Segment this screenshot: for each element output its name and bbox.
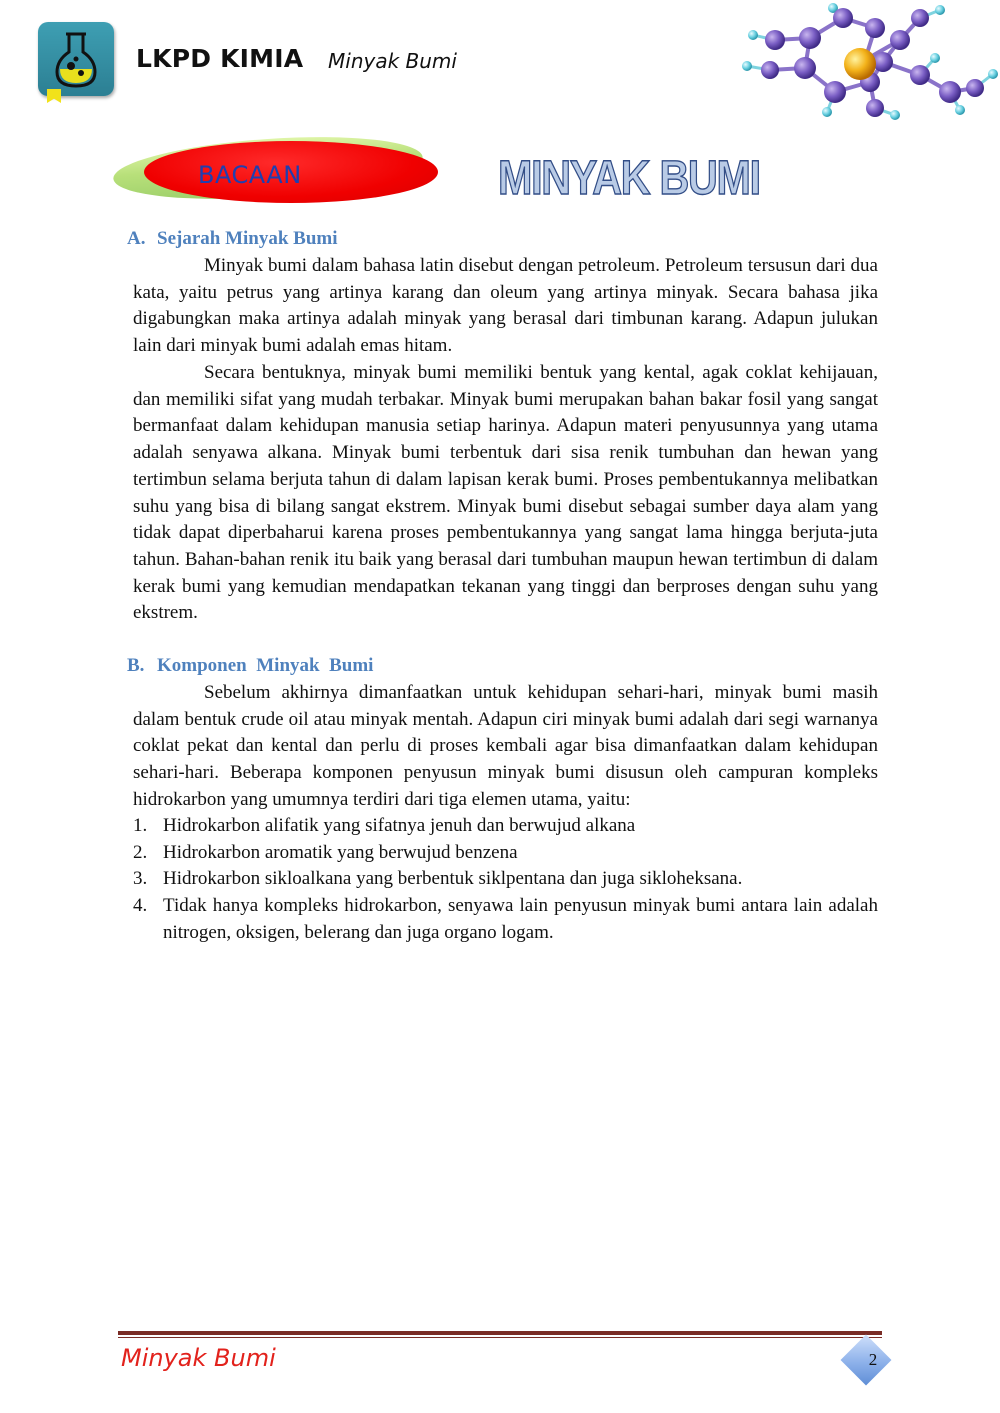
- flask-icon: [38, 22, 114, 96]
- list-number: 3.: [133, 868, 148, 890]
- section-label: A.: [127, 228, 146, 249]
- bookmark-ribbon-icon: [47, 89, 61, 103]
- header-title: LKPD KIMIA: [136, 44, 304, 73]
- section-label: B.: [127, 655, 145, 676]
- component-list: [133, 813, 878, 947]
- list-text: Tidak hanya kompleks hidrokarbon, senyawa lain penyusun minyak bumi antara lain adalah nitrogen, oksigen, belerang dan juga organo logam.: [163, 895, 878, 943]
- list-item: [133, 893, 878, 946]
- page-number: 2: [868, 1350, 878, 1369]
- list-text: Hidrokarbon alifatik yang sifatnya jenuh dan berwujud alkana: [163, 815, 636, 836]
- list-number: 2.: [133, 841, 148, 863]
- paragraph: Minyak bumi dalam bahasa latin disebut dengan petroleum. Petroleum tersusun dari dua kata, yaitu petrus yang artinya karang dan oleum yang artinya minyak. Secara bahasa jika digabungkan maka artinya adalah minyak yang berasal dari timbunan karang. Adapun julukan lain dari minyak bumi adalah emas hitam.: [133, 255, 878, 357]
- list-number: 1.: [133, 815, 148, 836]
- list-item: [133, 866, 878, 893]
- footer-divider-thin: [118, 1337, 882, 1338]
- section-heading: [127, 655, 373, 677]
- footer-title: Minyak Bumi: [121, 1344, 276, 1372]
- header-subtitle: Minyak Bumi: [328, 49, 457, 73]
- list-item: [133, 840, 878, 867]
- document-title: MINYAK BUMI: [498, 152, 760, 205]
- footer-divider: [118, 1331, 882, 1335]
- paragraph: Sebelum akhirnya dimanfaatkan untuk kehidupan sehari-hari, minyak bumi masih dalam bentuk crude oil atau minyak mentah. Adapun ciri minyak bumi adalah dari segi warnanya coklat pekat dan kental dan perlu di proses kembali agar bisa dimanfaatkan dalam kehidupan sehari-hari. Beberapa komponen penyusun minyak bumi disusun oleh campuran kompleks hidrokarbon yang umumnya terdiri dari tiga elemen utama, yaitu:: [133, 682, 878, 810]
- banner-label: BACAAN: [198, 161, 302, 189]
- list-number: 4.: [133, 895, 148, 917]
- list-text: Hidrokarbon aromatik yang berwujud benzena: [163, 841, 518, 863]
- list-text: Hidrokarbon sikloalkana yang berbentuk siklpentana dan juga sikloheksana.: [163, 868, 743, 890]
- section-heading-text: Sejarah Minyak Bumi: [157, 228, 338, 249]
- molecule-illustration: [735, 0, 1000, 125]
- paragraph: Secara bentuknya, minyak bumi memiliki bentuk yang kental, agak coklat kehijauan, dan memiliki sifat yang mudah terbakar. Minyak bumi merupakan bahan bakar fosil yang sangat bermanfaat dalam kehidupan manusia setiap harinya. Adapun materi penyusunnya yang utama adalah senyawa alkana. Minyak bumi terbentuk dari sisa renik tumbuhan dan hewan yang tertimbun selama berjuta tahun di dalam lapisan kerak bumi. Proses pembentukannya melibatkan suhu yang bisa di bilang sangat ekstrem. Minyak bumi disebut sebagai sumber daya alam yang tidak dapat diperbaharui karena proses pembentukannya yang sangat lama hingga berjuta-juta tahun. Bahan-bahan renik itu baik yang berasal dari tumbuhan maupun hewan tertimbun di dalam kerak bumi yang kemudian mendapatkan tekanan yang tinggi dan berproses dengan suhu yang ekstrem.: [133, 362, 878, 624]
- section-heading: [127, 228, 338, 250]
- section-heading-text: Komponen Minyak Bumi: [157, 655, 374, 676]
- list-item: [133, 813, 878, 840]
